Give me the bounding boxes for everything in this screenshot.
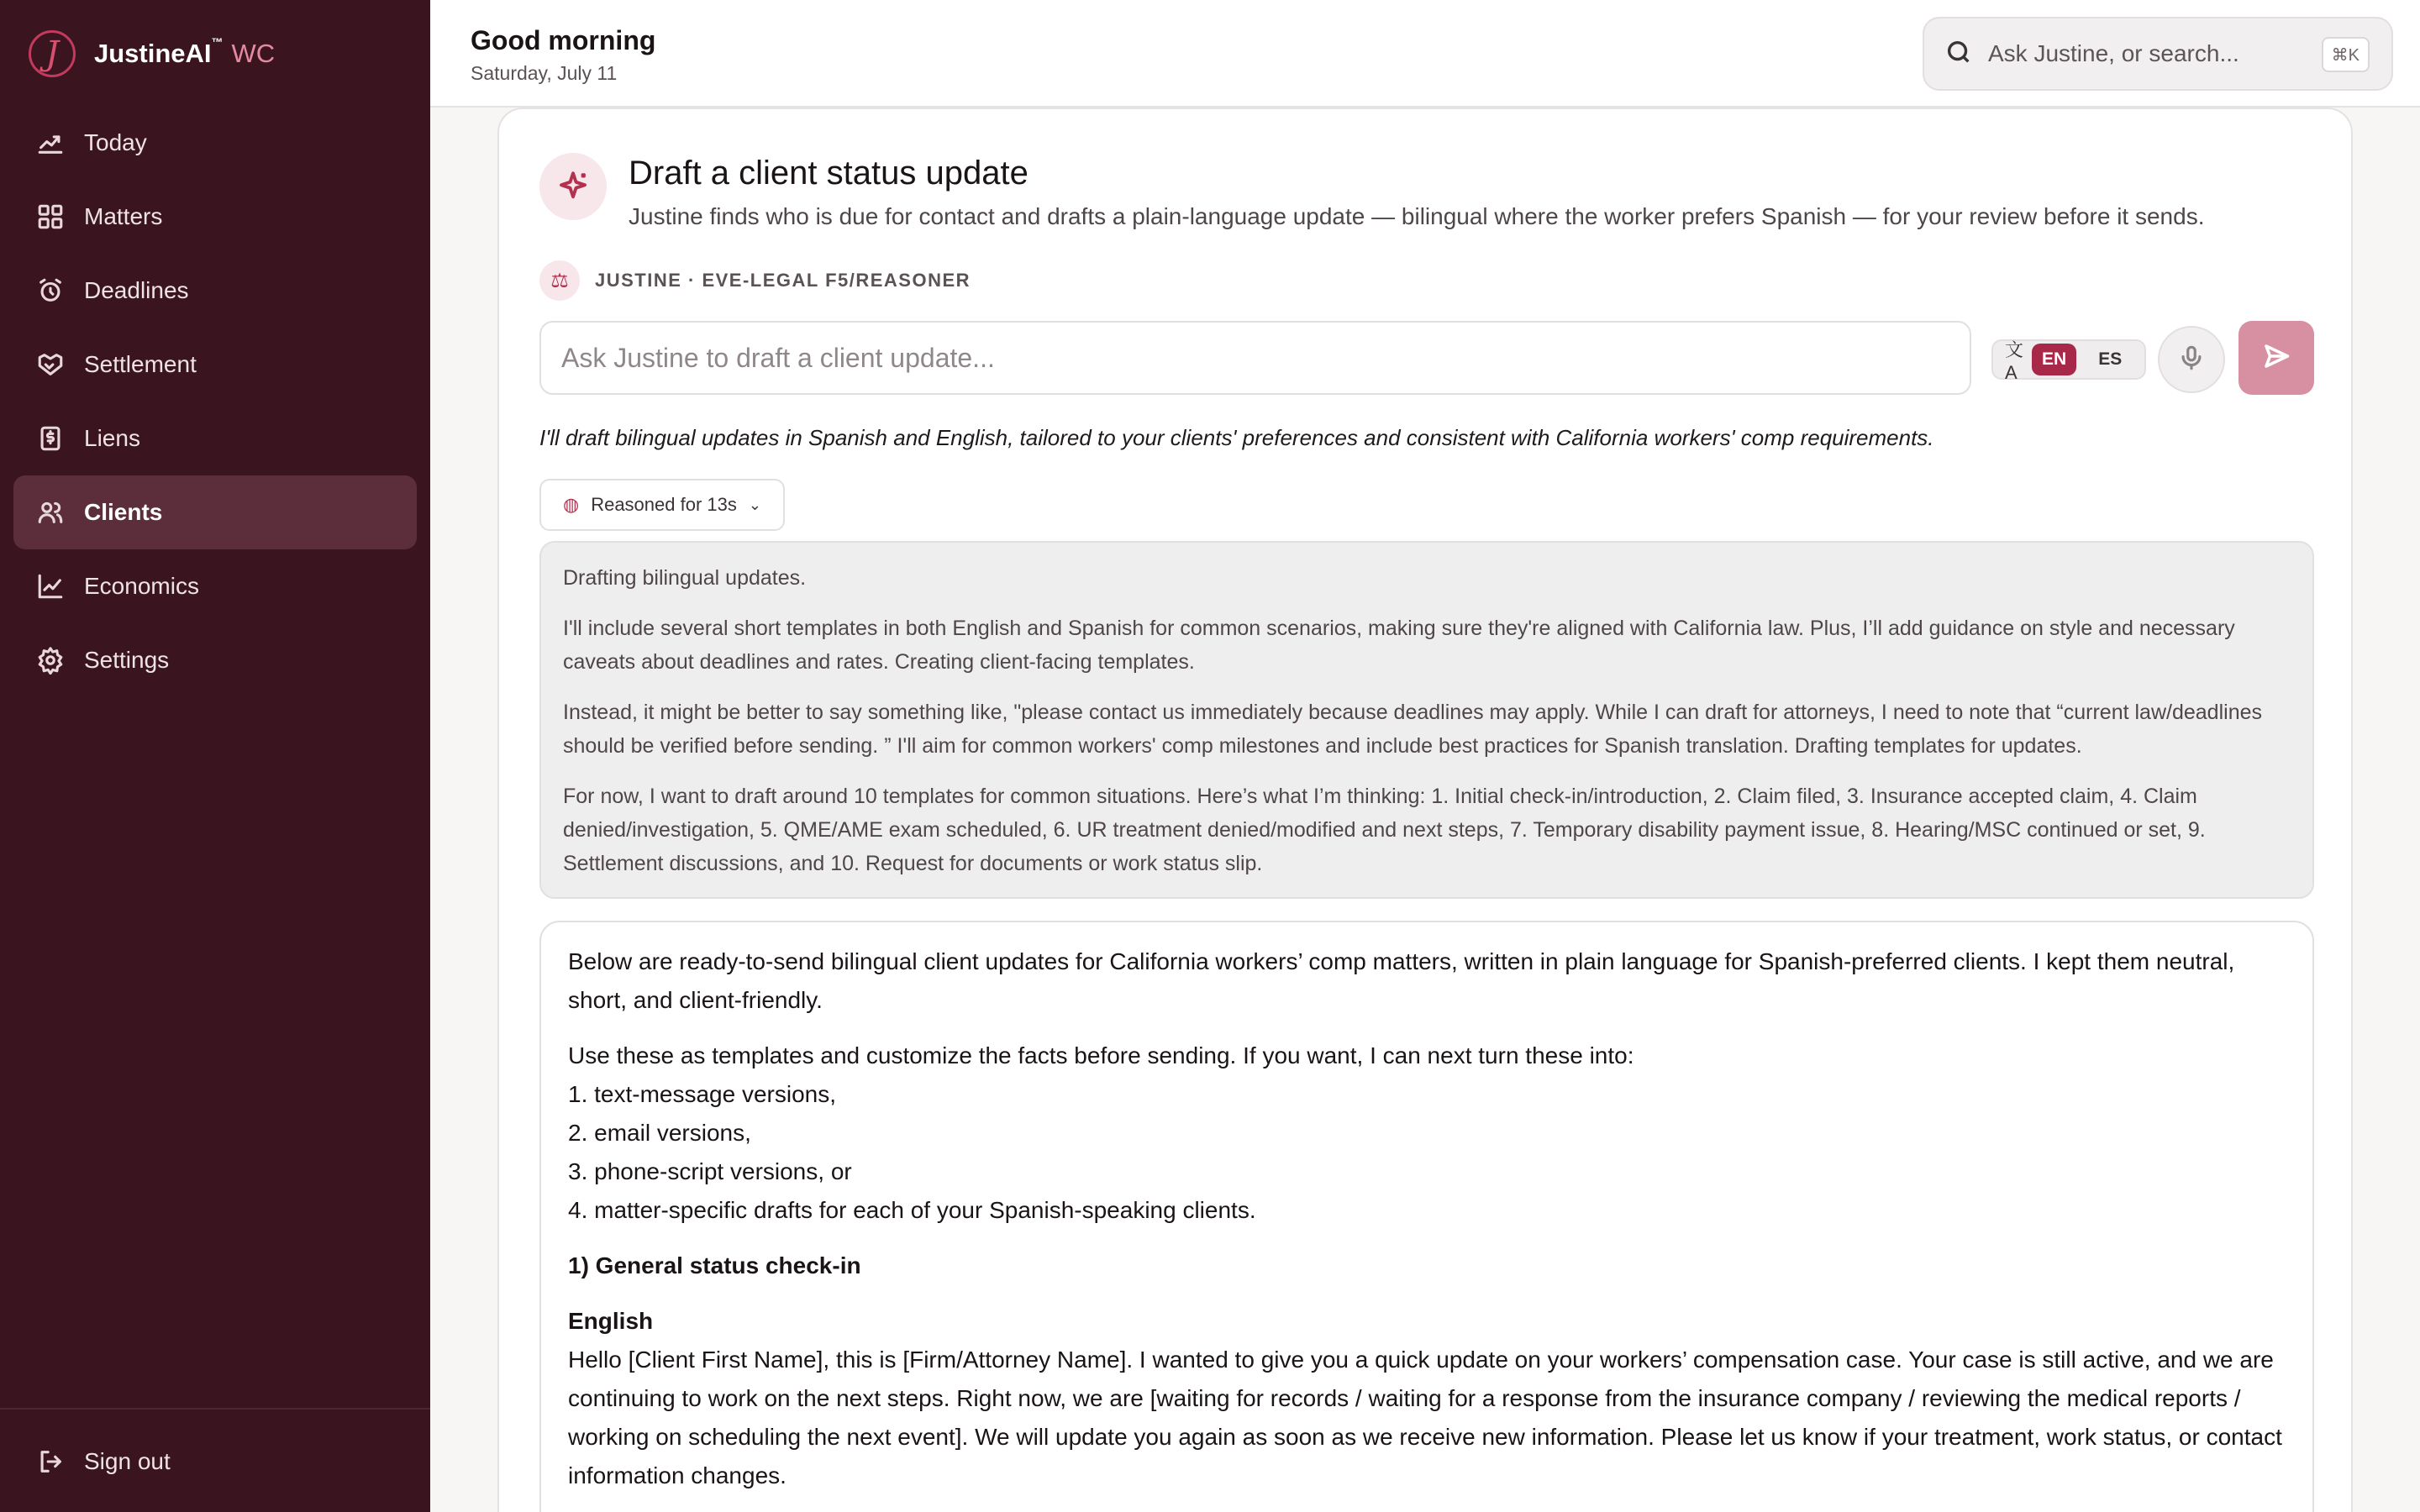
template-body: Hello [Client First Name], this is [Firm/Attorney Name]. I wanted to give you a quick update on your workers’ compensation case. Your case is still active, and we are continuing to work on the next steps. Right now, we are [waiting for records / waiting for a response from the insurance company / reviewing the medical reports / working on scheduling the next event]. We will update you again as soon as we receive new information. Please let us know if your treatment, work status, or contact information changes. xyxy=(568,1347,2282,1488)
reasoning-paragraph: Drafting bilingual updates. xyxy=(563,566,807,590)
sidebar-item-label: Settings xyxy=(84,647,170,673)
list-item: 4. matter-specific drafts for each of your Spanish-speaking clients. xyxy=(568,1197,1256,1223)
sidebar-item-deadlines[interactable] xyxy=(13,254,417,328)
handshake-icon xyxy=(35,349,66,380)
microphone-icon xyxy=(2177,344,2206,376)
list-item: 1. text-message versions, xyxy=(568,1081,837,1107)
dollar-receipt-icon xyxy=(35,423,66,454)
sidebar xyxy=(0,0,430,1512)
list-item: 2. email versions, xyxy=(568,1120,751,1146)
line-chart-icon xyxy=(35,571,66,601)
reasoning-paragraph: For now, I want to draft around 10 templates for common situations. Here’s what I’m thinking: 1. Initial check-in/introduction, 2. Claim filed, 3. Insurance accepted claim, 4. Claim denied/investigation, 5. QME/AME exam scheduled, 6. UR treatment denied/modified and next steps, 7. Temporary disability payment issue, 8. Hearing/MSC continued or set, 9. Settlement discussions, and 10. Request for documents or work status slip. xyxy=(563,785,2206,875)
sidebar-item-label: Liens xyxy=(84,425,140,451)
top-header xyxy=(430,0,2420,108)
sign-out-button[interactable] xyxy=(13,1425,417,1499)
chevron-down-icon: ⌄ xyxy=(748,496,761,513)
brand-logo-icon: J xyxy=(29,30,76,77)
tool-description: Justine finds who is due for contact and drafts a plain-language update — bilingual where the worker prefers Spanish — for your review before it sends. xyxy=(629,203,2205,229)
client-update-panel xyxy=(497,108,2353,1512)
lang-en-button[interactable]: EN xyxy=(2032,344,2076,375)
sign-out-label: Sign out xyxy=(84,1448,171,1474)
sign-out-icon xyxy=(35,1446,66,1477)
users-icon xyxy=(35,497,66,528)
prompt-input[interactable] xyxy=(539,321,1971,395)
reasoning-content xyxy=(539,541,2314,899)
grid-icon xyxy=(35,202,66,232)
sidebar-nav xyxy=(13,106,417,697)
sidebar-item-label: Settlement xyxy=(84,351,197,377)
current-date: Saturday, July 11 xyxy=(471,62,618,84)
translate-icon: 文A xyxy=(2005,339,2024,383)
sidebar-item-matters[interactable] xyxy=(13,180,417,254)
scales-icon: ⚖ xyxy=(539,260,580,301)
brain-icon: ◍ xyxy=(563,494,580,515)
search-input[interactable] xyxy=(1988,40,2307,67)
search-icon xyxy=(1944,38,1973,71)
language-toggle xyxy=(1991,339,2146,383)
alarm-clock-icon xyxy=(35,276,66,306)
microphone-button[interactable] xyxy=(2158,326,2225,393)
sidebar-item-settings[interactable] xyxy=(13,623,417,697)
sidebar-item-liens[interactable] xyxy=(13,402,417,475)
model-indicator xyxy=(539,260,971,301)
language-subheading: English xyxy=(568,1308,654,1334)
list-item: 3. phone-script versions, or xyxy=(568,1158,852,1184)
sidebar-item-label: Clients xyxy=(84,499,163,525)
sidebar-item-label: Economics xyxy=(84,573,199,599)
brand-suffix: WC xyxy=(231,39,276,68)
model-label: JUSTINE · EVE-LEGAL F5/REASONER xyxy=(595,270,971,291)
response-intro: Below are ready-to-send bilingual client updates for California workers’ comp matters, written in plain language for Spanish-preferred clients. I kept them neutral, short, and client-friendly. xyxy=(568,948,2235,1013)
brand-name: JustineAI™ xyxy=(94,35,224,68)
reasoning-toggle-label: Reasoned for 13s xyxy=(591,494,737,515)
sidebar-item-today[interactable] xyxy=(13,106,417,180)
global-search[interactable] xyxy=(1923,17,2393,91)
brand[interactable] xyxy=(29,29,275,79)
sidebar-item-label: Deadlines xyxy=(84,277,189,303)
reasoning-toggle[interactable] xyxy=(539,479,785,531)
tool-title: Draft a client status update xyxy=(629,155,1028,192)
response-options xyxy=(568,1037,2286,1230)
keyboard-shortcut-badge: ⌘K xyxy=(2322,37,2370,72)
section-heading: 1) General status check-in xyxy=(568,1252,861,1278)
assistant-response xyxy=(539,921,2314,1512)
assistant-intro-note: I'll draft bilingual updates in Spanish and English, tailored to your clients' preferences and consistent with California workers' comp requirements. xyxy=(539,425,1934,450)
sidebar-item-label: Today xyxy=(84,129,147,155)
trend-up-icon xyxy=(35,128,66,158)
divider xyxy=(0,1408,430,1410)
response-use-line: Use these as templates and customize the facts before sending. If you want, I can next turn these into: xyxy=(568,1042,1634,1068)
sidebar-item-clients[interactable] xyxy=(13,475,417,549)
greeting: Good morning xyxy=(471,25,656,55)
sidebar-item-settlement[interactable] xyxy=(13,328,417,402)
send-icon xyxy=(2261,341,2291,375)
sparkle-icon xyxy=(539,153,607,220)
send-button[interactable] xyxy=(2238,321,2314,395)
sidebar-item-economics[interactable] xyxy=(13,549,417,623)
lang-es-button[interactable]: ES xyxy=(2098,349,2123,369)
reasoning-paragraph: Instead, it might be better to say something like, "please contact us immediately because deadlines may apply. While I can draft for attorneys, I need to note that “current law/deadlines should be verified before sending. ” I'll aim for common workers' comp milestones and include best practices for Spanish translation. Drafting templates for updates. xyxy=(563,701,2262,758)
gear-icon xyxy=(35,645,66,675)
reasoning-paragraph: I'll include several short templates in both English and Spanish for common scenarios, making sure they're aligned with California law. Plus, I’ll add guidance on style and necessary caveats about deadlines and rates. Creating client-facing templates. xyxy=(563,617,2235,674)
sidebar-item-label: Matters xyxy=(84,203,163,229)
